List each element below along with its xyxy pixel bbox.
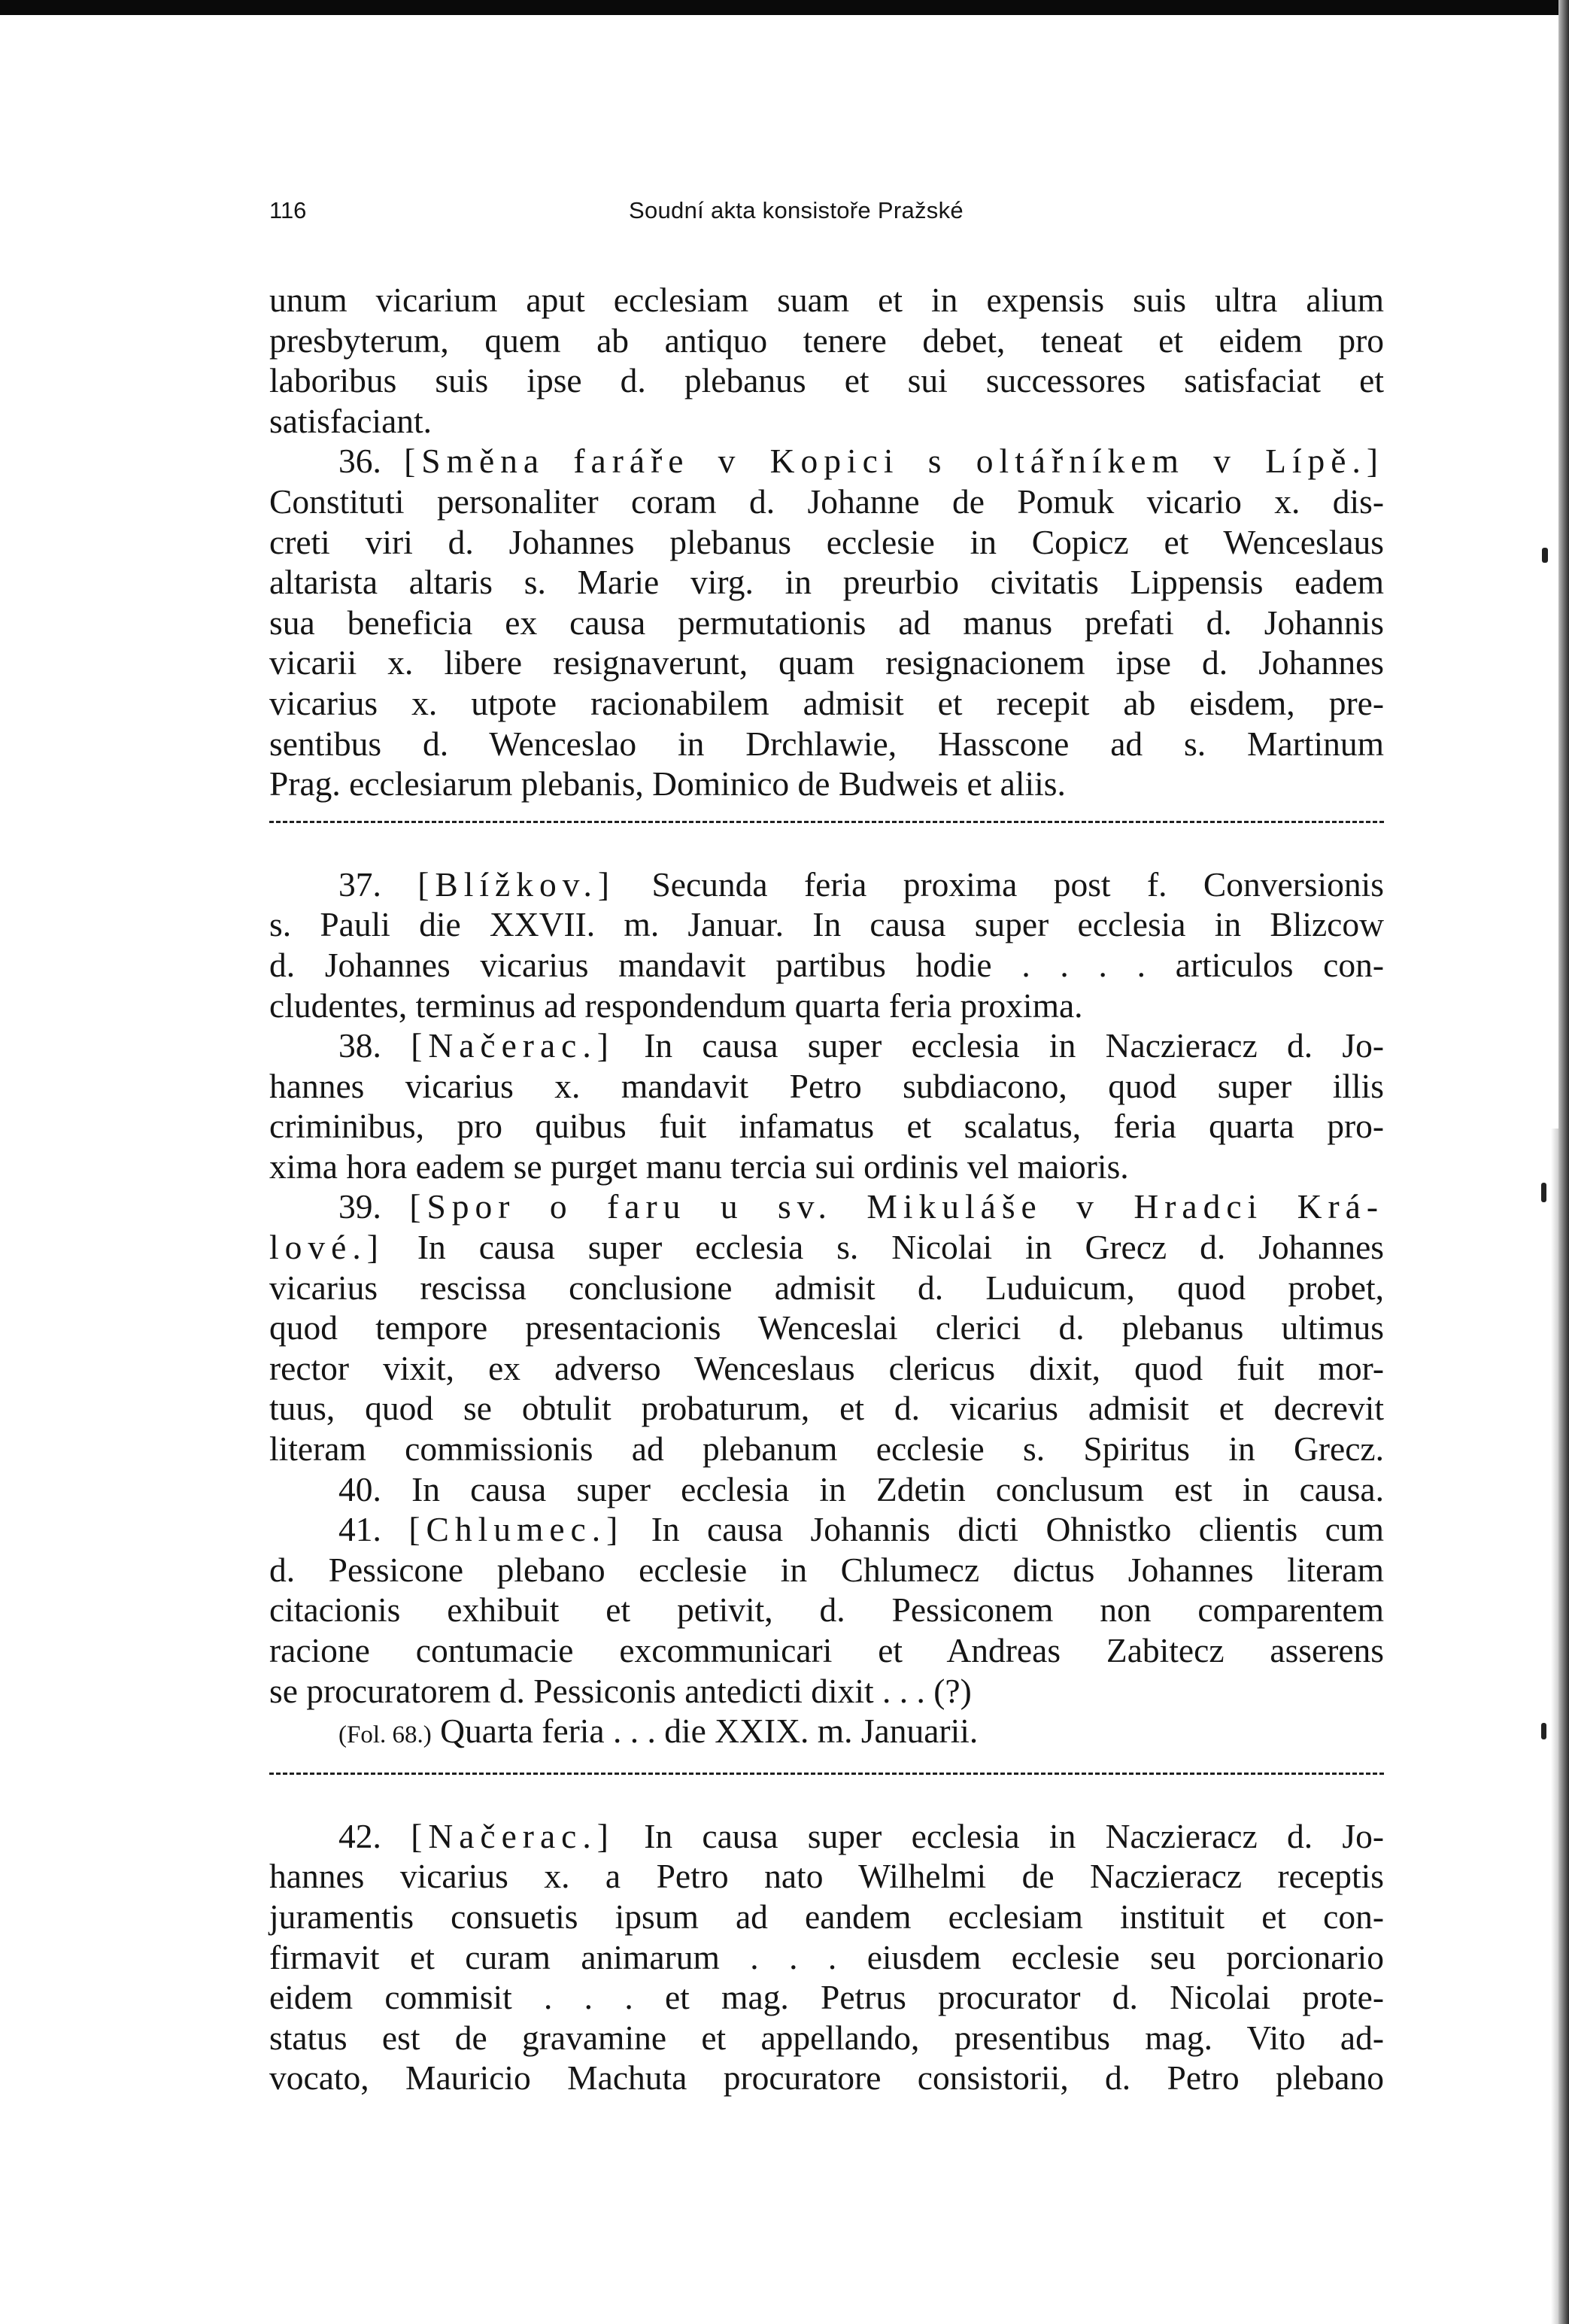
entry-number: 41.	[338, 1510, 381, 1549]
entry-number: 38.	[338, 1026, 381, 1065]
scan-speck	[1541, 1723, 1546, 1739]
scan-speck	[1541, 1183, 1546, 1202]
entry-39-second-line	[269, 1227, 1384, 1268]
paragraph-continuation-line: satisfaciant.	[269, 401, 432, 440]
entry-number: 40.	[338, 1469, 381, 1508]
entry-37-first-line	[269, 864, 1384, 905]
entry-line: d. Pessicone plebano ecclesie in Chlumecz dictus Johannes literam	[269, 1550, 1384, 1589]
entry-line: Prag. ecclesiarum plebanis, Dominico de Budweis et aliis.	[269, 764, 1066, 804]
scan-top-border	[0, 0, 1569, 15]
folio-text: Quarta feria . . . die XXIX. m. Januarii.	[440, 1712, 979, 1751]
scan-page-edge-shadow	[1551, 1129, 1558, 2324]
entry-42-first-line	[269, 1816, 1384, 1857]
entry-line: criminibus, pro quibus fuit infamatus et scalatus, feria quarta pro-	[269, 1107, 1384, 1146]
page-number: 116	[269, 197, 307, 223]
entry-line: creti viri d. Johannes plebanus ecclesie in Copicz et Wenceslaus	[269, 522, 1384, 561]
entry-number: 39.	[338, 1187, 381, 1226]
entry-line: xima hora eadem se purget manu tercia sui ordinis vel maioris.	[269, 1147, 1129, 1186]
entry-number: 36.	[338, 442, 381, 481]
document-body	[269, 280, 1384, 2098]
entry-text: In causa super ecclesia in Naczieracz d. Jo-	[644, 1026, 1385, 1065]
entry-line: literam commissionis ad plebanum ecclesie s. Spiritus in Grecz.	[269, 1429, 1384, 1469]
entry-41-first-line	[269, 1509, 1384, 1550]
entry-line: eidem commisit . . . et mag. Petrus procurator d. Nicolai prote-	[269, 1978, 1384, 2017]
entry-36-first-line	[269, 441, 1384, 482]
paragraph-continuation-line: laboribus suis ipse d. plebanus et sui successores satisfaciat et	[269, 361, 1384, 400]
entry-text: In causa super ecclesia s. Nicolai in Grecz d. Johannes	[417, 1228, 1385, 1267]
entry-line: hannes vicarius x. a Petro nato Wilhelmi de Naczieracz receptis	[269, 1857, 1384, 1896]
entry-line: Constituti personaliter coram d. Johanne de Pomuk vicario x. dis-	[269, 482, 1384, 521]
entry-heading: [Směna faráře v Kopici s oltářníkem v Lípě.]	[404, 442, 1385, 481]
paragraph-continuation-line: unum vicarium aput ecclesiam suam et in expensis suis ultra alium	[269, 281, 1384, 319]
entry-heading-continuation: lové.]	[269, 1228, 384, 1267]
entry-line: hannes vicarius x. mandavit Petro subdiacono, quod super illis	[269, 1066, 1384, 1105]
entry-line: d. Johannes vicarius mandavit partibus hodie . . . . articulos con-	[269, 945, 1384, 984]
dashed-separator	[269, 1756, 1384, 1816]
dashed-separator	[269, 804, 1384, 864]
entry-heading: [Blížkov.]	[417, 864, 616, 904]
paragraph-continuation-line: presbyterum, quem ab antiquo tenere debet, teneat et eidem pro	[269, 320, 1384, 360]
entry-line: sua beneficia ex causa permutationis ad manus prefati d. Johannis	[269, 603, 1384, 642]
running-head	[269, 197, 1390, 227]
entry-line: racione contumacie excommunicari et Andreas Zabitecz asserens	[269, 1631, 1384, 1669]
entry-line: rector vixit, ex adverso Wenceslaus clericus dixit, quod fuit mor-	[269, 1348, 1384, 1387]
entry-line: altarista altaris s. Marie virg. in preurbio civitatis Lippensis eadem	[269, 563, 1384, 602]
entry-38-first-line	[269, 1025, 1384, 1066]
scan-right-edge	[1558, 0, 1569, 2324]
entry-heading: [Chlumec.]	[408, 1510, 624, 1549]
scan-speck	[1542, 548, 1548, 563]
entry-line: s. Pauli die XXVII. m. Januar. In causa super ecclesia in Blizcow	[269, 905, 1384, 944]
entry-line: vicarii x. libere resignaverunt, quam resignacionem ipse d. Johannes	[269, 643, 1384, 682]
entry-number: 37.	[338, 864, 381, 904]
folio-label: (Fol. 68.)	[338, 1721, 432, 1749]
entry-number: 42.	[338, 1816, 381, 1855]
entry-line: sentibus d. Wenceslao in Drchlawie, Hasscone ad s. Martinum	[269, 724, 1384, 763]
entry-line: juramentis consuetis ipsum ad eandem ecclesiam instituit et con-	[269, 1897, 1384, 1936]
entry-line: vicarius x. utpote racionabilem admisit et recepit ab eisdem, pre-	[269, 683, 1384, 722]
entry-line: cludentes, terminus ad respondendum quarta feria proxima.	[269, 986, 1083, 1025]
entry-line: status est de gravamine et appellando, presentibus mag. Vito ad-	[269, 2018, 1384, 2057]
header-title: Soudní akta konsistoře Pražské	[629, 197, 964, 223]
entry-heading: [Spor o faru u sv. Mikuláše v Hradci Krá-	[409, 1187, 1384, 1226]
entry-line: vicarius rescissa conclusione admisit d. Luduicum, quod probet,	[269, 1268, 1384, 1307]
entry-line: se procuratorem d. Pessiconis antedicti dixit . . . (?)	[269, 1671, 972, 1710]
entry-text: In causa Johannis dicti Ohnistko clientis cum	[651, 1510, 1384, 1549]
entry-line: quod tempore presentacionis Wenceslai clerici d. plebanus ultimus	[269, 1308, 1384, 1347]
entry-40-line	[269, 1469, 1384, 1510]
entry-line: tuus, quod se obtulit probaturum, et d. vicarius admisit et decrevit	[269, 1389, 1384, 1428]
entry-line: citacionis exhibuit et petivit, d. Pessiconem non comparentem	[269, 1590, 1384, 1630]
entry-39-first-line	[269, 1186, 1384, 1227]
entry-text: In causa super ecclesia in Naczieracz d. Jo-	[644, 1816, 1385, 1855]
entry-heading: [Načerac.]	[411, 1026, 615, 1065]
entry-line: firmavit et curam animarum . . . eiusdem ecclesie seu porcionario	[269, 1937, 1384, 1976]
entry-text: In causa super ecclesia in Zdetin conclusum est in causa.	[411, 1469, 1384, 1508]
entry-line: vocato, Mauricio Machuta procuratore consistorii, d. Petro plebano	[269, 2058, 1384, 2098]
entry-text: Secunda feria proxima post f. Conversionis	[651, 864, 1385, 904]
entry-heading: [Načerac.]	[411, 1816, 615, 1855]
folio-line	[269, 1711, 1384, 1756]
